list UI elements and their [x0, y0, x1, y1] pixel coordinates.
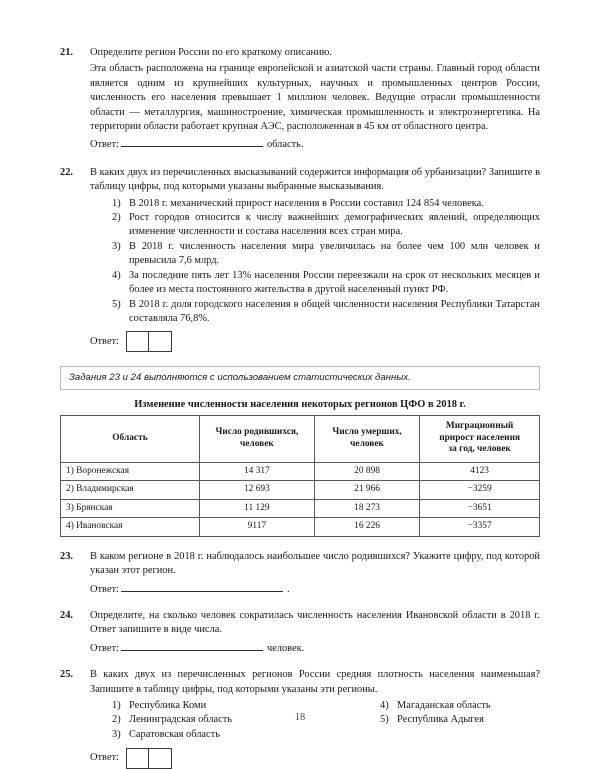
table-cell-region: 2) Владимирская	[61, 481, 200, 500]
page-number: 18	[294, 712, 306, 723]
table-row	[61, 462, 540, 481]
option-text: В 2018 г. механический прирост населения в России составил 124 854 человека.	[129, 197, 484, 209]
table-cell-migration: 4123	[420, 462, 540, 481]
table-cell-died: 20 898	[314, 462, 419, 481]
table-row	[61, 518, 540, 537]
question-21-answer-line	[90, 137, 540, 152]
table-header-born-line2: человек	[239, 438, 274, 449]
table-cell-region: 3) Брянская	[61, 499, 200, 518]
option-marker: 5)	[112, 298, 121, 310]
table-header-died-line2: человек	[350, 438, 384, 449]
table-header-migration-line3: за год, человек	[448, 444, 511, 455]
population-change-table	[60, 415, 540, 537]
table-cell-died: 16 226	[314, 518, 419, 537]
answer-box-cell-1[interactable]	[126, 331, 149, 352]
option-item[interactable]	[112, 298, 540, 327]
table-header-born-line1: Число родившихся,	[215, 427, 299, 438]
table-cell-born: 14 317	[199, 462, 314, 481]
answer-box-cell-2[interactable]	[149, 331, 172, 352]
table-cell-region: 1) Воронежская	[61, 462, 200, 481]
option-marker: 2)	[112, 714, 121, 726]
table-header-born	[199, 416, 314, 463]
option-item[interactable]	[112, 211, 540, 240]
option-text: За последние пять лет 13% населения России переезжали на срок от нескольких месяцев и более из места постоянного жительства в другой населенный пункт РФ.	[129, 269, 540, 296]
table-header-died	[314, 416, 419, 463]
option-marker: 5)	[380, 714, 389, 726]
table-title: Изменение численности населения некоторых регионов ЦФО в 2018 г.	[134, 399, 466, 411]
question-23-answer-label: Ответ:	[90, 583, 119, 595]
table-header-migration-line1: Миграционный	[445, 421, 514, 432]
question-24-number: 24.	[60, 610, 73, 622]
table-header-died-line1: Число умерших,	[332, 427, 402, 438]
table-cell-born: 11 129	[199, 499, 314, 518]
table-cell-migration: −3651	[420, 499, 540, 518]
table-header-row	[61, 416, 540, 463]
option-marker: 1)	[112, 700, 121, 712]
option-marker: 2)	[112, 212, 121, 224]
question-22-answer-label: Ответ:	[90, 335, 119, 347]
question-21-answer-label: Ответ:	[90, 139, 119, 151]
option-item[interactable]	[112, 728, 232, 742]
question-25-answer-boxes	[90, 748, 540, 769]
question-23-prompt: В каком регионе в 2018 г. наблюдалось наибольшее число родившихся? Укажите цифру, под которой указан этот регион.	[90, 550, 540, 577]
question-25-number: 25.	[60, 669, 73, 681]
option-text: Магаданская область	[397, 700, 491, 712]
answer-box-group	[126, 748, 172, 769]
option-text: Республика Адыгея	[397, 714, 484, 726]
question-21-prompt: Определите регион России по его краткому описанию.	[90, 47, 332, 58]
table-cell-died: 21 966	[314, 481, 419, 500]
table-cell-died: 18 273	[314, 499, 419, 518]
question-22-prompt: В каких двух из перечисленных высказываний содержится информация об урбанизации? Запишите в таблицу цифры, под которыми указаны выбранные высказывания.	[90, 166, 540, 193]
answer-box-group	[126, 331, 172, 352]
question-21-number: 21.	[60, 47, 73, 58]
table-row	[61, 481, 540, 500]
table-cell-born: 9117	[199, 518, 314, 537]
option-item[interactable]	[112, 197, 540, 211]
question-23-answer-line	[90, 582, 540, 597]
table-row	[61, 499, 540, 518]
question-24-answer-suffix: человек.	[266, 642, 305, 654]
question-23-answer-field[interactable]	[121, 582, 283, 592]
option-text: В 2018 г. численность населения мира увеличилась на более чем 100 млн человек и превысила 7,6 млрд.	[129, 240, 540, 267]
table-header-migration	[420, 416, 540, 463]
question-22-number: 22.	[60, 166, 73, 178]
option-marker: 3)	[112, 240, 121, 252]
question-23	[60, 550, 540, 597]
answer-box-cell-1[interactable]	[126, 748, 149, 769]
option-marker: 1)	[112, 197, 121, 209]
option-text: Республика Коми	[129, 700, 207, 712]
option-text: Ленинградская область	[129, 714, 233, 726]
statistical-data-note: Задания 23 и 24 выполняются с использованием статистических данных.	[60, 366, 540, 390]
question-22-options	[90, 197, 540, 327]
option-marker: 3)	[112, 728, 121, 740]
question-25-answer-label: Ответ:	[90, 752, 119, 764]
table-header-region: Область	[61, 416, 200, 463]
table-header-migration-line2: прирост населения	[439, 432, 521, 443]
question-24-answer-line	[90, 641, 540, 656]
question-25-prompt: В каких двух из перечисленных регионов России средняя плотность населения наименьшая? Запишите в таблицу цифры, под которыми указаны эти регионы.	[90, 669, 540, 695]
question-24-answer-field[interactable]	[121, 641, 263, 651]
question-21-answer-suffix: область.	[266, 139, 304, 151]
question-23-answer-suffix: .	[286, 583, 290, 595]
option-marker: 4)	[380, 700, 389, 712]
question-21-description: Эта область расположена на границе европейской и азиатской части страны. Главный город области является одним из крупнейших культурных, научных и промышленных центров России, численность его населения превышает 1 миллион человек. Ведущие отрасли промышленности области — металлургия, машиностроение, химическая промышленность и электроэнергетика. На территории области работает крупная АЭС, расположенная в 45 км от областного центра.	[90, 63, 540, 133]
question-24-answer-label: Ответ:	[90, 642, 119, 654]
option-item[interactable]	[112, 240, 540, 269]
question-24-prompt: Определите, на сколько человек сократилась численность населения Ивановской области в 2018 г. Ответ запишите в виде числа.	[90, 610, 540, 636]
answer-box-cell-2[interactable]	[149, 748, 172, 769]
table-cell-region: 4) Ивановская	[61, 518, 200, 537]
table-cell-migration: −3259	[420, 481, 540, 500]
question-22	[60, 166, 540, 352]
option-item[interactable]	[112, 269, 540, 298]
question-23-number: 23.	[60, 550, 73, 562]
question-22-answer-boxes	[90, 331, 540, 352]
option-marker: 4)	[112, 269, 121, 281]
option-text: Саратовская область	[129, 728, 220, 740]
question-21-answer-field[interactable]	[121, 137, 263, 147]
question-21	[60, 46, 540, 153]
question-24	[60, 609, 540, 656]
option-text: В 2018 г. доля городского населения в общей численности населения Республики Татарстан составляла 76,8%.	[129, 298, 540, 324]
option-text: Рост городов относится к числу важнейших демографических явлений, определяющих изменение численности и состава населения всех стран мира.	[129, 212, 540, 238]
table-cell-migration: −3357	[420, 518, 540, 537]
table-cell-born: 12 693	[199, 481, 314, 500]
